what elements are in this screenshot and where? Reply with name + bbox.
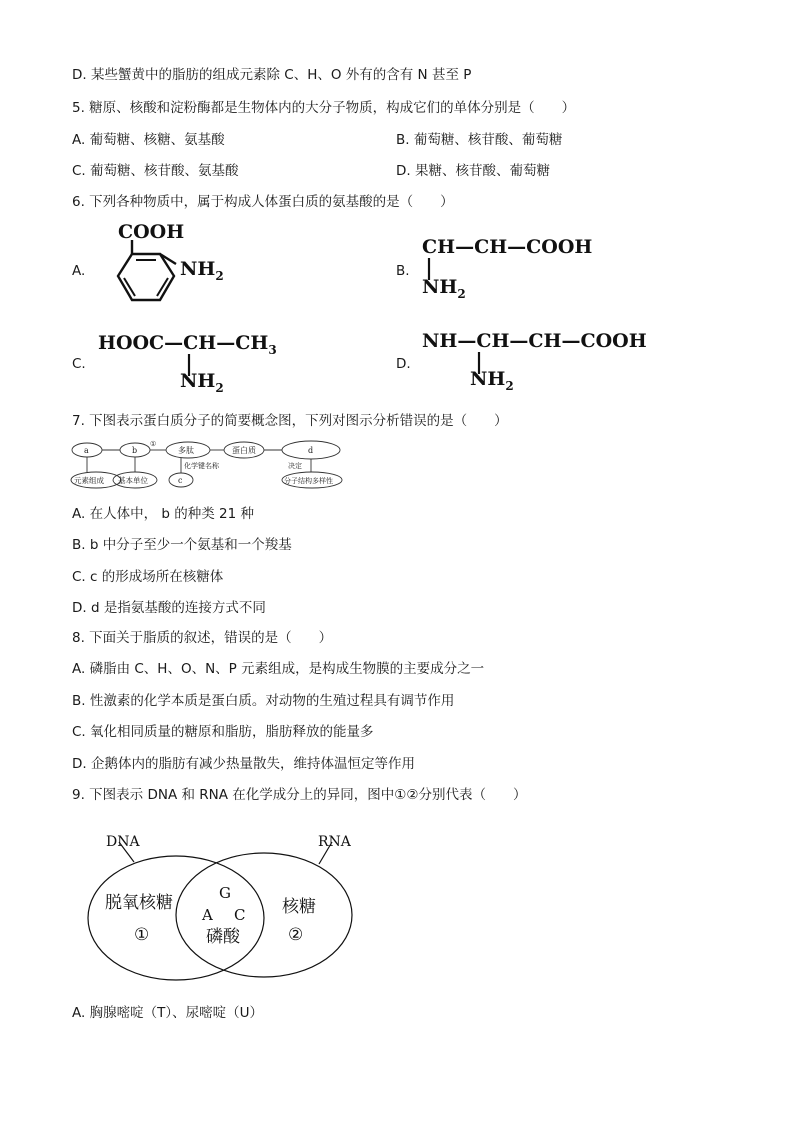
label-b: b xyxy=(132,446,138,455)
label-circle2: ② xyxy=(288,925,304,945)
label-unit: 基本单位 xyxy=(118,476,148,485)
q8-option-a: A. 磷脂由 C、H、O、N、P 元素组成，是构成生物膜的主要成分之一 xyxy=(72,661,485,677)
q7-option-a: A. 在人体中， b 的种类 21 种 xyxy=(72,506,254,522)
q6-d-nh2: $NH_2$ xyxy=(470,368,514,393)
label-elements: 元素组成 xyxy=(74,476,104,485)
label-c: c xyxy=(178,476,183,485)
q9-venn-diagram xyxy=(86,828,366,984)
label-rna: RNA xyxy=(318,834,351,850)
q8-option-d: D. 企鹅体内的脂肪有减少热量散失，维持体温恒定等作用 xyxy=(72,756,415,772)
q4-option-d: D. 某些蟹黄中的脂肪的组成元素除 C、H、O 外有的含有 N 甚至 P xyxy=(72,67,472,83)
q6-c-chain: $HOOC—CH—CH_3$ xyxy=(98,332,277,357)
q6-label-c: C. xyxy=(72,356,86,372)
label-protein: 蛋白质 xyxy=(232,446,256,455)
q6-b-nh2: $NH_2$ xyxy=(422,276,466,301)
q6-label-a: A. xyxy=(72,263,86,279)
label-bondname: 化学键名称 xyxy=(184,462,219,470)
q8-option-c: C. 氧化相同质量的糖原和脂肪，脂肪释放的能量多 xyxy=(72,724,374,740)
label-a: A xyxy=(202,906,213,924)
q6-label-d: D. xyxy=(396,356,411,372)
label-a: a xyxy=(84,446,89,455)
q8-stem: 8. 下面关于脂质的叙述，错误的是（ ） xyxy=(72,630,333,646)
q9-stem: 9. 下图表示 DNA 和 RNA 在化学成分上的异同，图中①②分别代表（ ） xyxy=(72,787,527,803)
q7-option-b: B. b 中分子至少一个氨基和一个羧基 xyxy=(72,537,292,553)
label-c: C xyxy=(234,906,246,924)
q7-option-d: D. d 是指氨基酸的连接方式不同 xyxy=(72,600,266,616)
q6-d-chain: NH—CH—CH—COOH xyxy=(422,330,647,352)
label-decide: 决定 xyxy=(288,462,302,470)
label-circle1: ① xyxy=(150,440,157,448)
q7-option-c: C. c 的形成场所在核糖体 xyxy=(72,569,224,585)
q5-option-d: D. 果糖、核苷酸、葡萄糖 xyxy=(396,163,550,179)
q5-option-a: A. 葡萄糖、核糖、氨基酸 xyxy=(72,132,225,148)
label-g: G xyxy=(219,884,231,902)
q6-c-nh2: $NH_2$ xyxy=(180,370,224,395)
q6-stem: 6. 下列各种物质中，属于构成人体蛋白质的氨基酸的是（ ） xyxy=(72,194,454,210)
label-circle1: ① xyxy=(134,925,150,945)
q5-option-b: B. 葡萄糖、核苷酸、葡萄糖 xyxy=(396,132,563,148)
q5-stem: 5. 糖原、核酸和淀粉酶都是生物体内的大分子物质，构成它们的单体分别是（ ） xyxy=(72,100,576,116)
q6-a-cooh: COOH xyxy=(118,221,185,243)
q6-b-chain: CH—CH—COOH xyxy=(422,236,593,258)
q6-label-b: B. xyxy=(396,263,410,279)
q7-stem: 7. 下图表示蛋白质分子的简要概念图，下列对图示分析错误的是（ ） xyxy=(72,413,508,429)
label-phosphate: 磷酸 xyxy=(206,927,240,947)
label-dna: DNA xyxy=(106,834,140,850)
q5-option-c: C. 葡萄糖、核苷酸、氨基酸 xyxy=(72,163,239,179)
q7-concept-map xyxy=(70,436,360,494)
q6-a-nh2: $NH_2$ xyxy=(180,258,224,283)
q8-option-b: B. 性激素的化学本质是蛋白质。对动物的生殖过程具有调节作用 xyxy=(72,693,455,709)
label-d: d xyxy=(308,446,314,455)
q9-option-a: A. 胸腺嘧啶（T）、尿嘧啶（U） xyxy=(72,1005,263,1021)
label-deoxyribose: 脱氧核糖 xyxy=(105,893,173,913)
label-peptide: 多肽 xyxy=(178,446,194,455)
label-ribose: 核糖 xyxy=(282,897,316,917)
label-diversity: 分子结构多样性 xyxy=(284,477,333,485)
